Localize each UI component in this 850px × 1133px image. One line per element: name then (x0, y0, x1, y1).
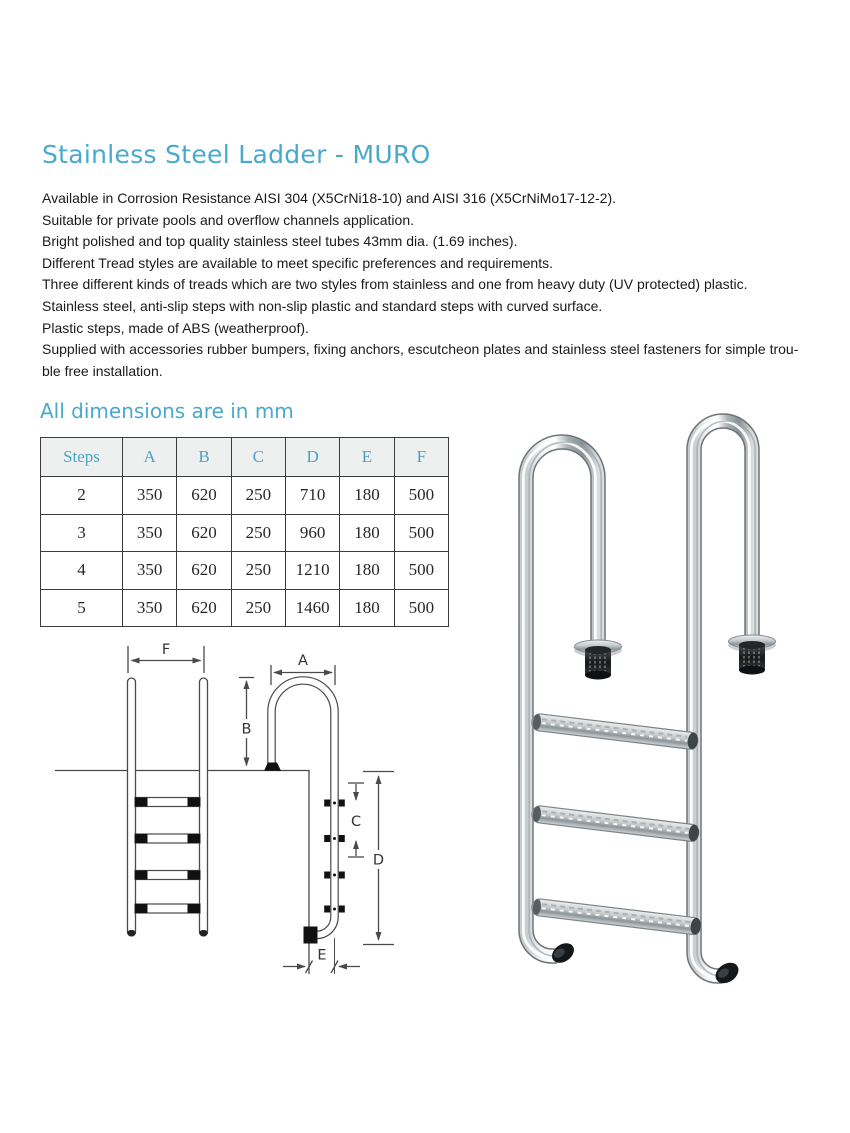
description-line: Available in Corrosion Resistance AISI 304 (X5CrNi18-10) and AISI 316 (X5CrNiMo17-12-2). (42, 190, 617, 206)
table-cell: 620 (177, 552, 231, 590)
column-header: A (123, 438, 177, 477)
table-cell: 500 (394, 552, 448, 590)
photo-step-2 (531, 805, 700, 842)
dim-label-D: D (372, 852, 385, 869)
table-cell: 250 (231, 477, 285, 515)
table-cell: 3 (41, 514, 123, 552)
column-header: F (394, 438, 448, 477)
table-cell: 1210 (285, 552, 339, 590)
dimensions-table (40, 437, 449, 627)
table-cell: 500 (394, 589, 448, 627)
column-header: D (285, 438, 339, 477)
spec-table-body (41, 477, 449, 627)
table-cell: 2 (41, 477, 123, 515)
table-cell: 500 (394, 477, 448, 515)
column-header: E (340, 438, 394, 477)
table-cell: 620 (177, 589, 231, 627)
spec-table-header-row (41, 438, 449, 477)
table-cell: 620 (177, 477, 231, 515)
description-line: Three different kinds of treads which are two styles from stainless and one from heavy duty (UV protected) plastic. (42, 276, 748, 293)
photo-right-anchor-socket (728, 635, 776, 675)
column-header: B (177, 438, 231, 477)
page-title: Stainless Steel Ladder - MURO (42, 140, 431, 169)
description-line: Supplied with accessories rubber bumpers, fixing anchors, escutcheon plates and stainless steel fasteners for simple trou- (42, 341, 799, 358)
table-cell: 350 (123, 477, 177, 515)
table-cell: 350 (123, 552, 177, 590)
photo-step-3 (531, 898, 702, 935)
column-header: C (231, 438, 285, 477)
table-cell: 500 (394, 514, 448, 552)
table-cell: 180 (340, 477, 394, 515)
dim-label-A: A (298, 653, 308, 669)
table-cell: 180 (340, 589, 394, 627)
product-description (42, 188, 842, 382)
table-cell: 960 (285, 514, 339, 552)
table-cell: 180 (340, 552, 394, 590)
table-cell: 5 (41, 589, 123, 627)
dimensions-heading: All dimensions are in mm (40, 399, 294, 423)
description-line: Suitable for private pools and overflow channels application. (42, 211, 415, 228)
front-view (128, 646, 208, 936)
table-cell: 250 (231, 552, 285, 590)
dim-label-F: F (161, 642, 171, 658)
dim-label-E: E (317, 947, 327, 964)
product-photo (478, 403, 823, 1011)
description-line: Plastic steps, made of ABS (weatherproof). (42, 319, 309, 336)
table-row (41, 552, 449, 590)
table-cell: 620 (177, 514, 231, 552)
photo-right-handrail (691, 421, 755, 976)
description-line: ble free installation. (42, 362, 163, 379)
table-cell: 710 (285, 477, 339, 515)
side-view (238, 665, 395, 974)
table-cell: 350 (123, 589, 177, 627)
photo-left-handrail (523, 442, 601, 956)
table-row (41, 589, 449, 627)
description-line: Stainless steel, anti-slip steps with non-slip plastic and standard steps with curved surface. (42, 297, 603, 314)
table-cell: 350 (123, 514, 177, 552)
table-cell: 4 (41, 552, 123, 590)
photo-step-1 (531, 713, 699, 750)
column-header: Steps (41, 438, 123, 477)
dim-label-C: C (350, 814, 362, 830)
description-line: Bright polished and top quality stainless steel tubes 43mm dia. (1.69 inches). (42, 233, 518, 250)
table-row (41, 514, 449, 552)
dim-label-B: B (241, 721, 252, 738)
table-row (41, 477, 449, 515)
table-cell: 250 (231, 589, 285, 627)
table-cell: 180 (340, 514, 394, 552)
table-cell: 1460 (285, 589, 339, 627)
photo-left-anchor-socket (574, 640, 622, 680)
table-cell: 250 (231, 514, 285, 552)
description-line: Different Tread styles are available to meet specific preferences and requirements. (42, 254, 553, 271)
technical-drawing (40, 628, 460, 1000)
